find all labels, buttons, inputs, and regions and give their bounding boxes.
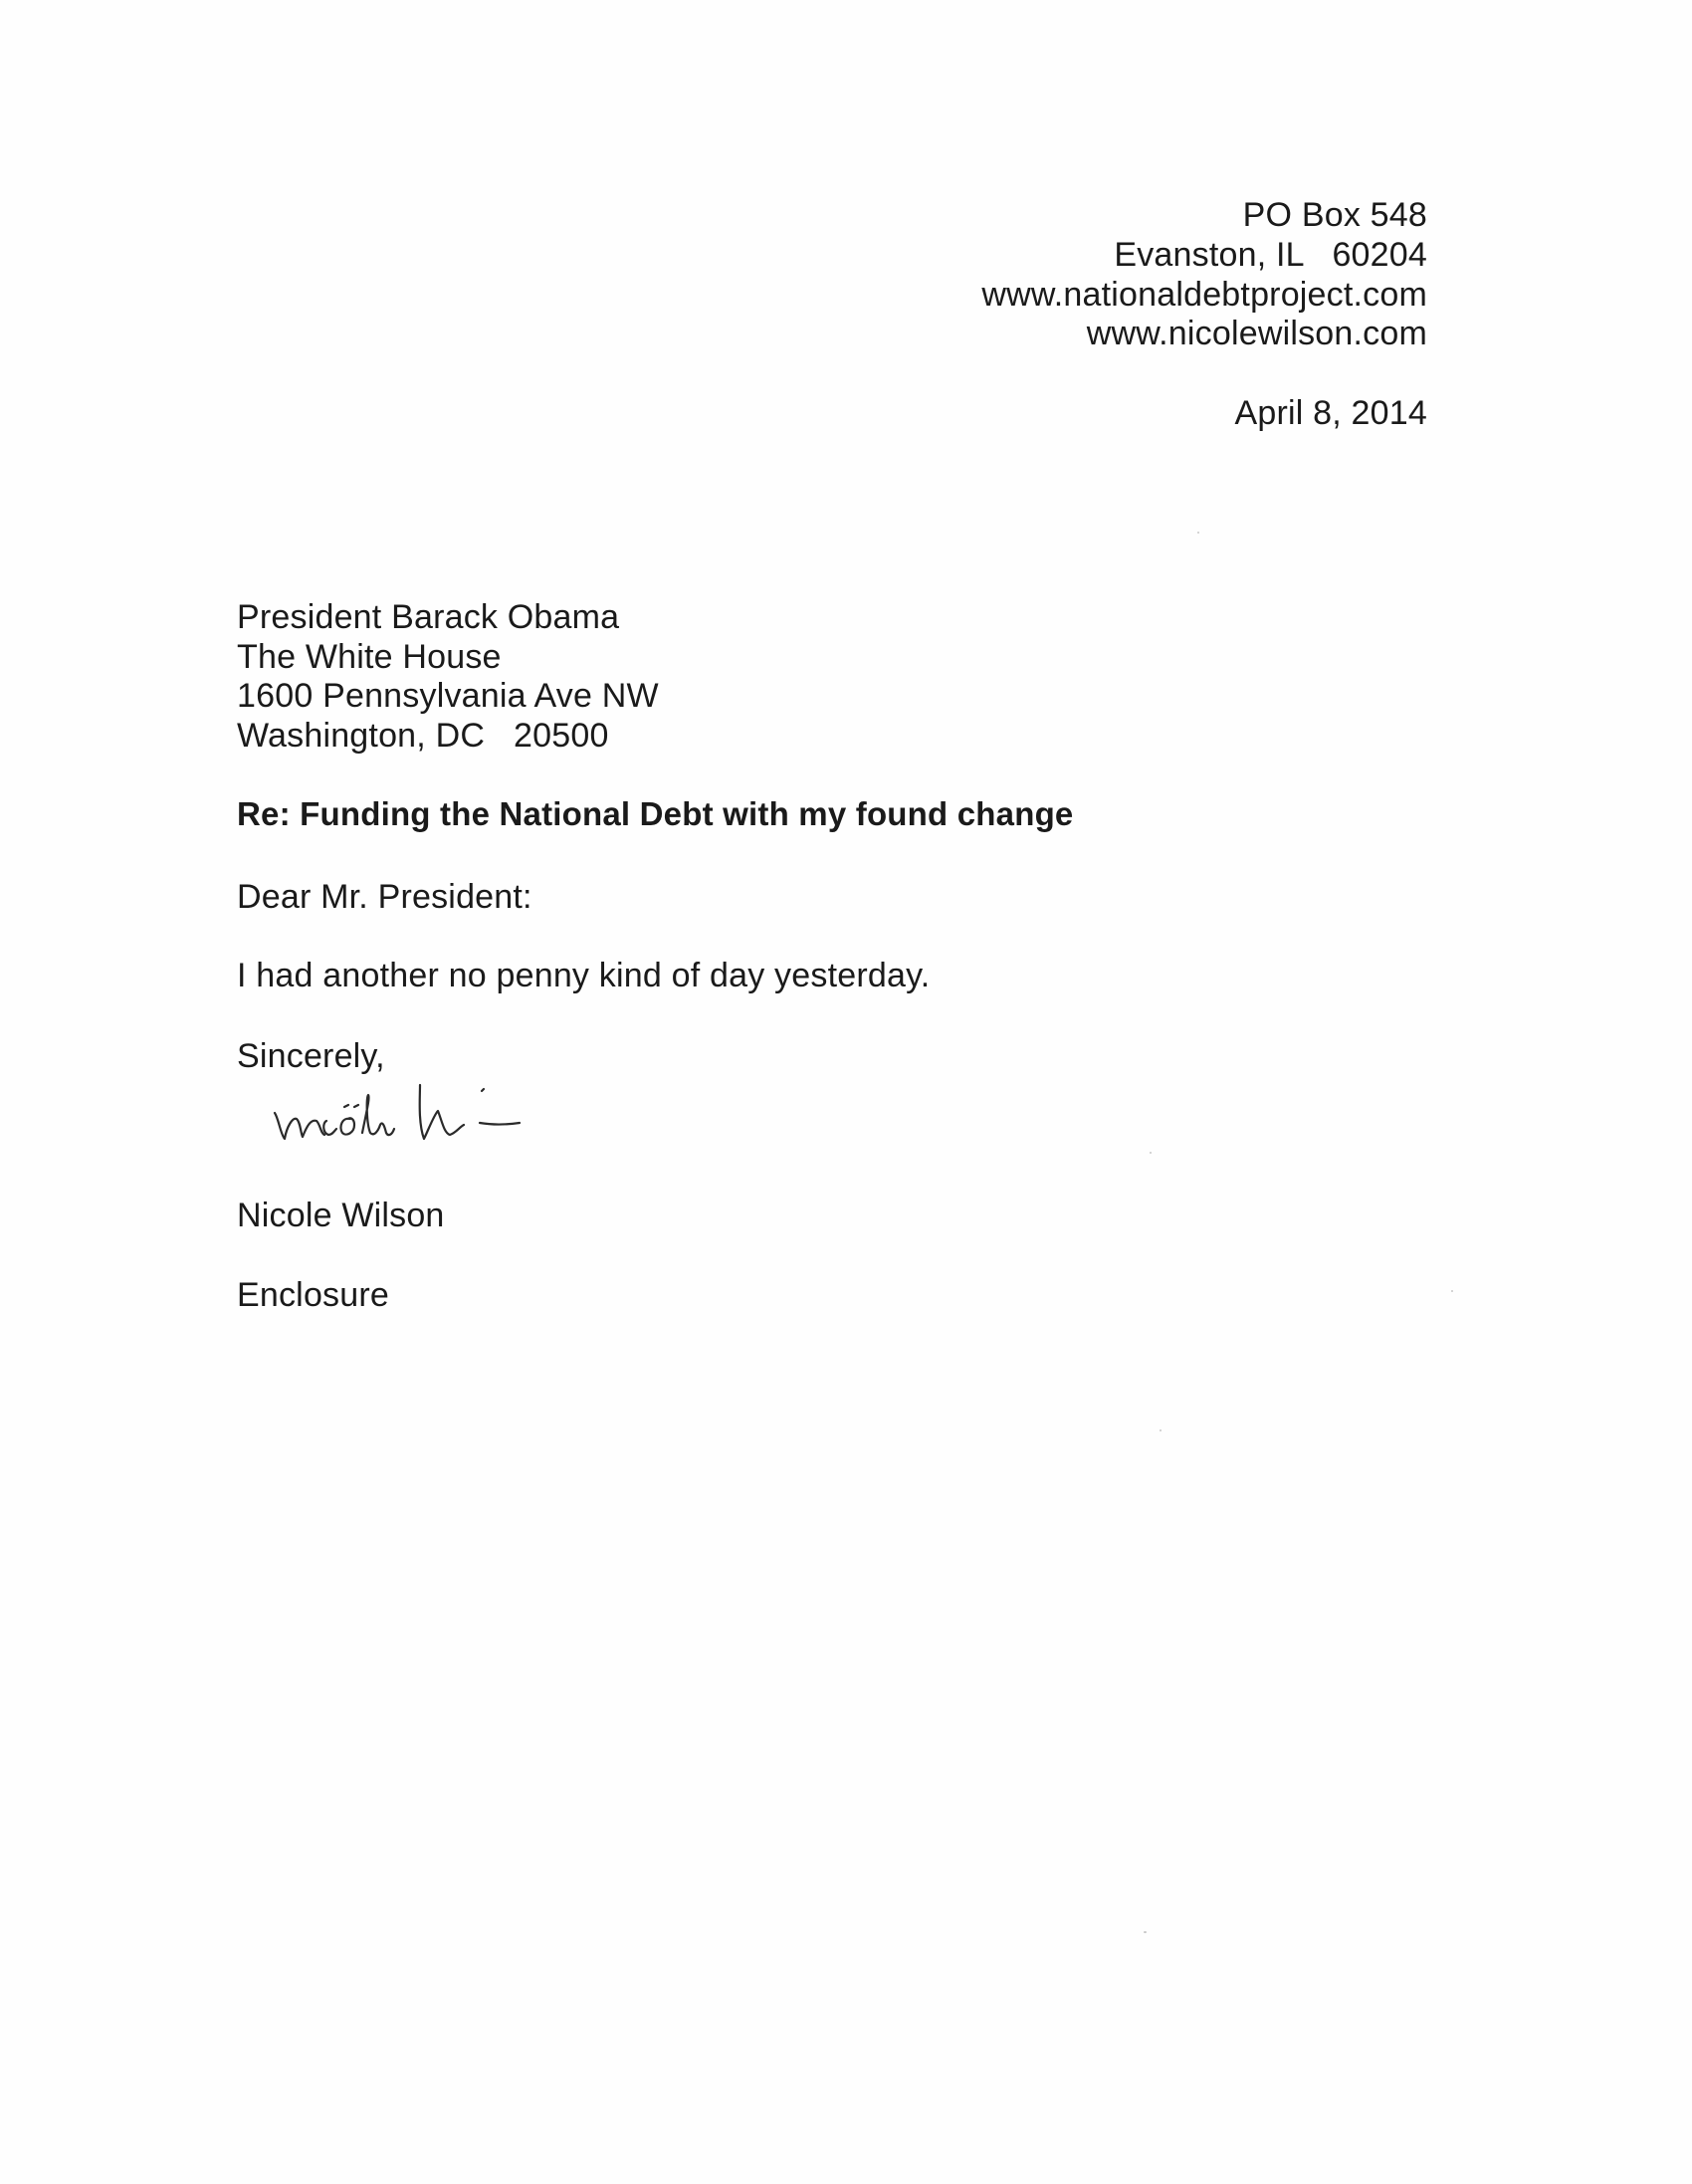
subject-line: Re: Funding the National Debt with my found change: [237, 795, 1074, 832]
recipient-organization: The White House: [237, 638, 502, 676]
sender-website-2: www.nicolewilson.com: [1086, 315, 1427, 352]
scan-speck: [1150, 1152, 1152, 1154]
scan-speck: [1451, 1290, 1453, 1292]
signer-name: Nicole Wilson: [237, 1197, 445, 1234]
scan-speck: [1197, 532, 1199, 534]
letter-body: I had another no penny kind of day yesterday.: [237, 957, 931, 994]
closing: Sincerely,: [237, 1037, 385, 1075]
handwritten-signature: [271, 1067, 589, 1177]
letter-date: April 8, 2014: [1234, 394, 1427, 432]
salutation: Dear Mr. President:: [237, 878, 532, 916]
recipient-street: 1600 Pennsylvania Ave NW: [237, 677, 659, 715]
sender-address-line2: Evanston, IL 60204: [1114, 236, 1427, 274]
sender-address-line1: PO Box 548: [1242, 196, 1427, 234]
sender-website-1: www.nationaldebtproject.com: [981, 276, 1427, 314]
recipient-name: President Barack Obama: [237, 598, 620, 636]
enclosure-note: Enclosure: [237, 1276, 389, 1314]
recipient-city-state-zip: Washington, DC 20500: [237, 717, 609, 755]
scan-speck: [1160, 1429, 1162, 1431]
scan-speck: [1144, 1931, 1147, 1933]
